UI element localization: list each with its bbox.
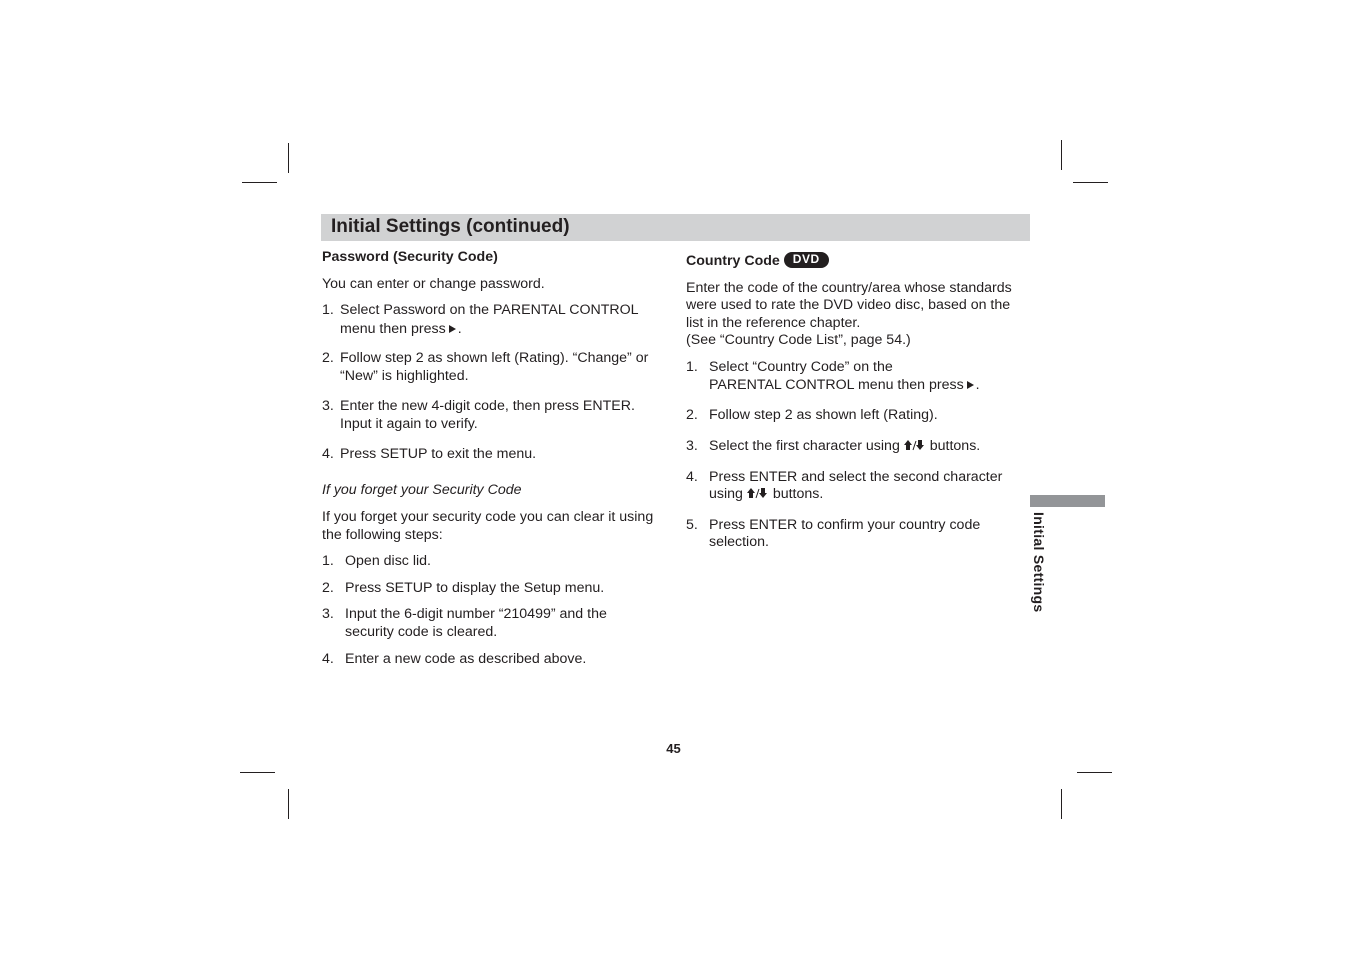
forgot-steps	[322, 553, 672, 669]
right-column	[686, 252, 1031, 552]
forgot-intro: If you forget your security code you can clear it using the following steps:	[322, 509, 654, 543]
side-tab-label: Initial Settings	[1031, 512, 1047, 613]
up-down-arrows-icon	[747, 488, 769, 499]
list-item: 2. Follow step 2 as shown left (Rating). “Change” or “New” is highlighted.	[322, 350, 649, 384]
password-steps	[322, 302, 672, 464]
list-item: 1. Select Password on the PARENTAL CONTROL menu then press .	[322, 302, 639, 337]
list-item: 3. Input the 6-digit number “210499” and the security code is cleared.	[322, 606, 607, 640]
list-item: 1. Select “Country Code” on the PARENTAL CONTROL menu then press .	[686, 358, 980, 393]
forgot-heading: If you forget your Security Code	[322, 481, 522, 498]
country-steps	[686, 359, 1031, 552]
list-item: 5. Press ENTER to confirm your country code selection.	[686, 516, 981, 550]
list-item: 4. Press SETUP to exit the menu.	[322, 446, 537, 462]
list-item: 3. Select the first character using buttons.	[686, 438, 981, 454]
country-intro: Enter the code of the country/area whose standards were used to rate the DVD video disc, based on the list in the reference chapter. (See “Country Code List”, page 54.)	[686, 279, 1012, 348]
list-item: 4. Press ENTER and select the second character using buttons.	[686, 468, 1003, 502]
up-down-arrows-icon	[904, 440, 926, 451]
crop-mark	[1073, 182, 1108, 183]
crop-mark	[288, 143, 289, 173]
list-item: 4. Enter a new code as described above.	[322, 651, 587, 667]
side-tab-marker	[1030, 495, 1105, 507]
list-item: 2. Press SETUP to display the Setup menu.	[322, 579, 605, 596]
crop-mark	[242, 182, 277, 183]
left-column	[322, 249, 672, 669]
dvd-badge: DVD	[784, 252, 829, 268]
section-title-bar	[321, 214, 1030, 241]
page-number: 45	[666, 741, 681, 756]
country-code-heading: Country Code DVD	[686, 252, 1031, 271]
page-title: Initial Settings (continued)	[331, 216, 570, 237]
crop-mark	[288, 789, 289, 819]
password-intro: You can enter or change password.	[322, 275, 545, 292]
crop-mark	[1061, 140, 1062, 170]
password-heading: Password (Security Code)	[322, 249, 498, 265]
right-arrow-icon	[967, 381, 974, 389]
right-arrow-icon	[449, 325, 456, 333]
list-item: 2. Follow step 2 as shown left (Rating).	[686, 406, 938, 423]
crop-mark	[1061, 789, 1062, 819]
list-item: 1. Open disc lid.	[322, 553, 431, 569]
crop-mark	[1077, 772, 1112, 773]
list-item: 3. Enter the new 4-digit code, then press ENTER. Input it again to verify.	[322, 398, 635, 432]
crop-mark	[240, 772, 275, 773]
